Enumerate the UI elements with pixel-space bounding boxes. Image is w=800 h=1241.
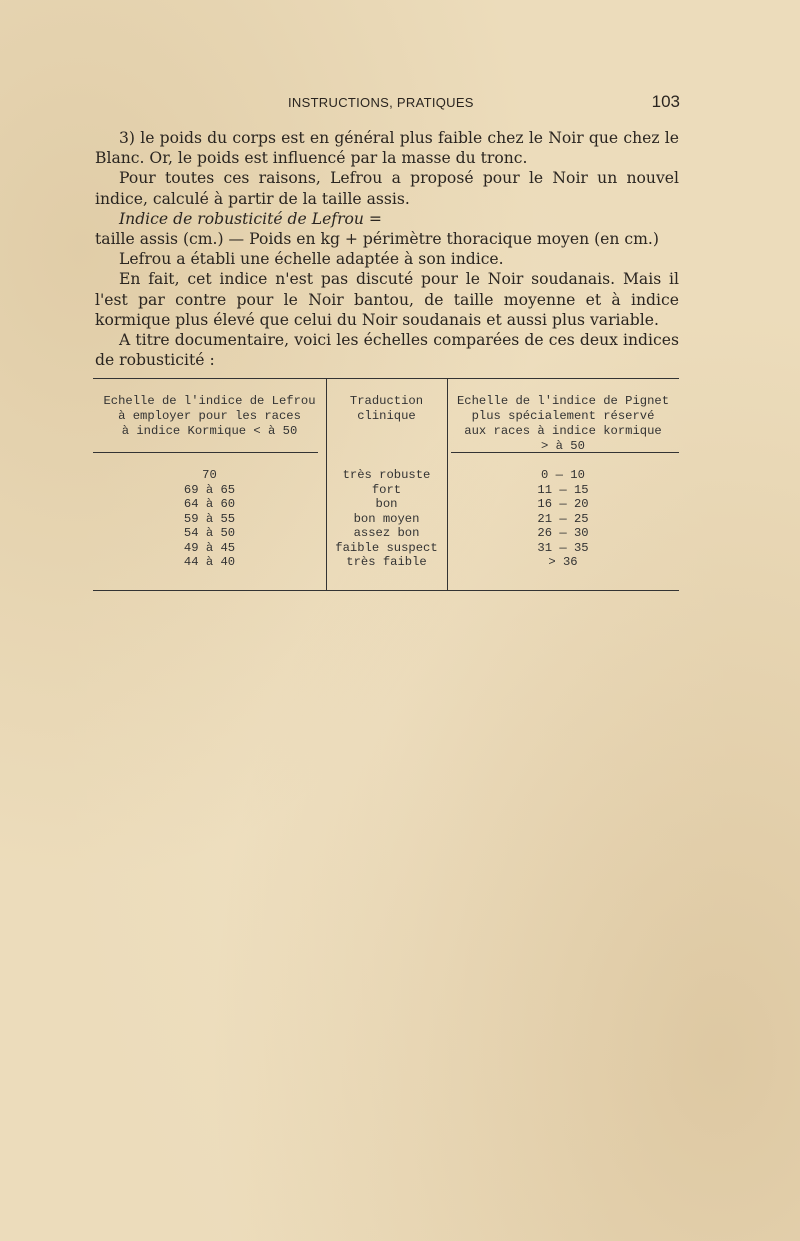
table-cell: faible suspect: [335, 540, 438, 555]
table-cell: bon: [375, 497, 398, 511]
robusticity-scales-table: [93, 374, 679, 594]
paragraph-documentary: A titre documentaire, voici les échelles comparées de ces deux indices de robusticité :: [95, 331, 679, 370]
clinical-values: [326, 468, 447, 570]
lefrou-values: [93, 468, 326, 570]
formula-title: Indice de robusticité de Lefrou =: [119, 209, 382, 228]
table-cell: 31 — 35: [537, 540, 589, 555]
table-cell: 69 à 65: [183, 482, 236, 497]
table-cell: 59 à 55: [183, 511, 236, 526]
page-number: 103: [651, 92, 680, 111]
table-cell: > 36: [548, 555, 578, 569]
paragraph-discussion: En fait, cet indice n'est pas discuté pour le Noir soudanais. Mais il l'est par contre pour le Noir bantou, de taille moyenne et à indice kormique plus élevé que celui du Noir soudanais et aussi plus variable.: [95, 270, 679, 329]
paragraph-scale: Lefrou a établi une échelle adaptée à son indice.: [119, 250, 504, 269]
table-cell: 49 à 45: [183, 540, 236, 555]
table-cell: 0 — 10: [541, 468, 585, 482]
table-top-rule: [93, 378, 679, 379]
header-clinical-translation: Traduction clinique: [349, 394, 424, 423]
paragraph-reasons: Pour toutes ces raisons, Lefrou a proposé pour le Noir un nouvel indice, calculé à partir de la taille assis.: [95, 169, 679, 208]
table-cell: assez bon: [353, 526, 420, 540]
pignet-values: [447, 468, 679, 570]
body-text: [95, 128, 679, 370]
table-cell: fort: [371, 482, 402, 497]
header-rule: [93, 452, 318, 453]
header-pignet-scale: Echelle de l'indice de Pignet plus spécialement réservé aux races à indice kormique > à 50: [456, 394, 670, 453]
table-cell: très faible: [346, 555, 427, 569]
table-cell: 54 à 50: [183, 526, 236, 540]
table-cell: 44 à 40: [183, 555, 236, 569]
table-cell: 11 — 15: [537, 482, 589, 497]
table-bottom-rule: [93, 590, 679, 591]
running-title: INSTRUCTIONS, PRATIQUES: [288, 95, 474, 110]
page-header: [120, 92, 680, 116]
table-cell: très robuste: [342, 468, 431, 482]
formula: taille assis (cm.) — Poids en kg + périmètre thoracique moyen (en cm.): [95, 230, 659, 249]
table-cell: 16 — 20: [537, 497, 589, 511]
table-cell: bon moyen: [353, 511, 420, 526]
table-cell: 70: [202, 468, 217, 482]
table-cell: 26 — 30: [537, 526, 589, 540]
table-cell: 21 — 25: [537, 511, 589, 526]
paragraph-weight: 3) le poids du corps est en général plus faible chez le Noir que chez le Blanc. Or, le poids est influencé par la masse du tronc.: [95, 129, 679, 168]
header-lefrou-scale: Echelle de l'indice de Lefrou à employer pour les races à indice Kormique < à 50: [103, 394, 316, 438]
table-cell: 64 à 60: [183, 497, 236, 511]
